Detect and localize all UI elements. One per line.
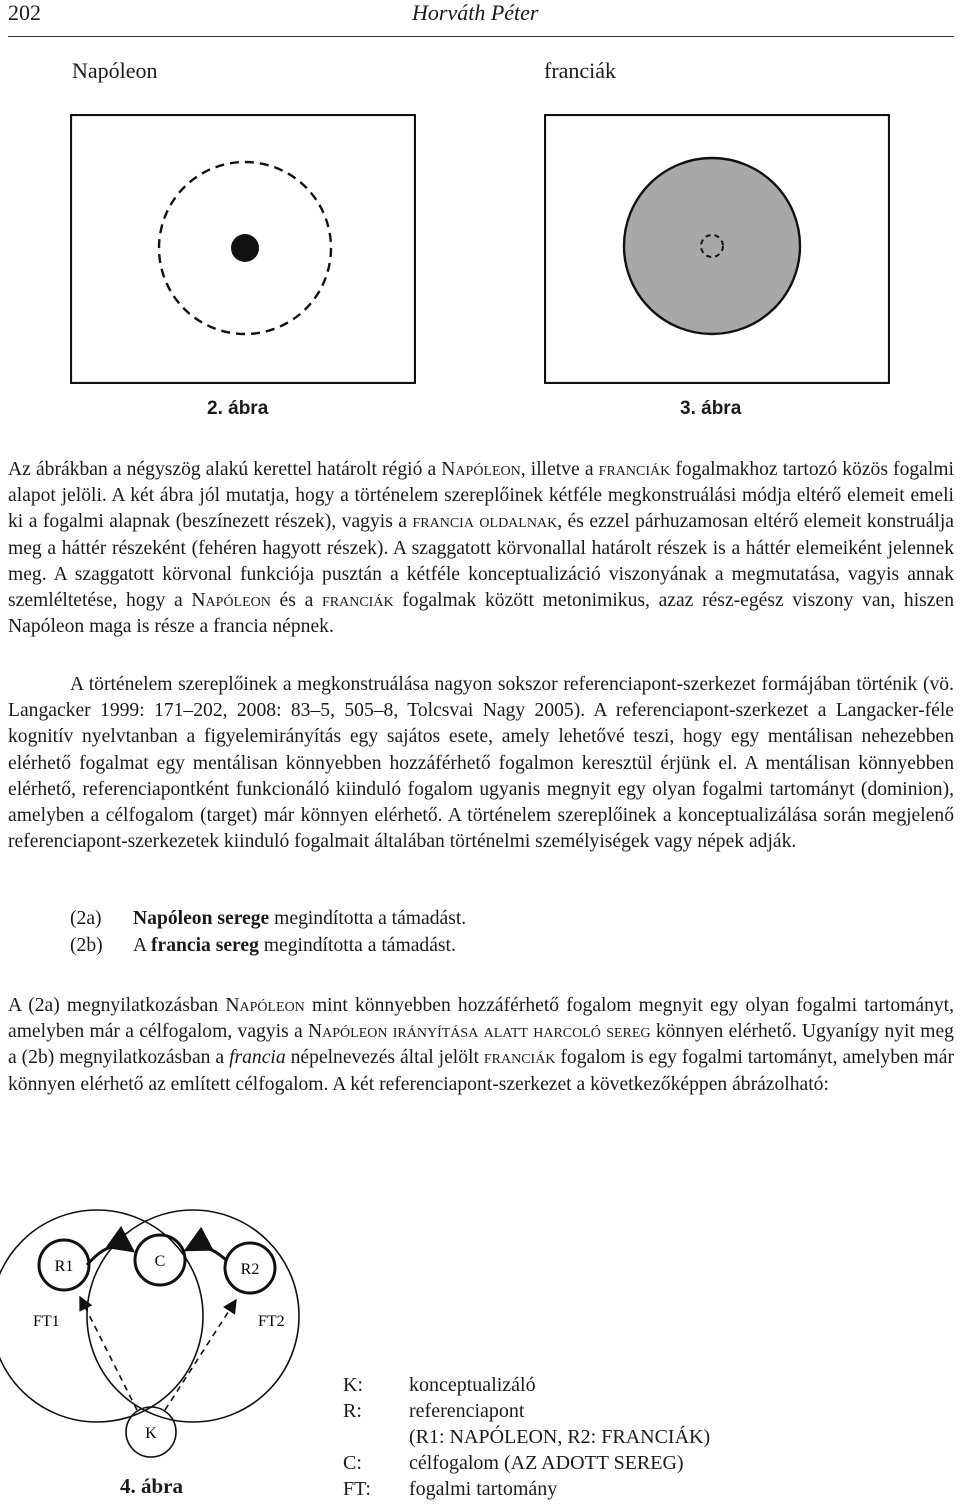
node-k-label: K — [145, 1425, 157, 1442]
text-run: fogalmakhoz tartozó közös fogalmi alapot jelöli. A két ábra jól mutatja, hogy a történelem szereplőinek kétféle megkonstruálási módja eltérő elemeit emeli ki a fogalmi alapnak (beszínezett részek), vagyis a — [8, 459, 954, 533]
text-run: mint könnyebben hozzáférhető fogalom megnyit egy olyan fogalmi tartományt, amelyben már a célfogalom, vagyis a — [8, 995, 954, 1043]
paragraph-2 — [8, 672, 954, 855]
legend-key: C: — [343, 1452, 362, 1474]
paragraph-3 — [8, 993, 954, 1098]
example-rest: megindította a támadást. — [269, 908, 467, 929]
header-rule — [8, 36, 954, 37]
dashed-arrow-k-to-r2 — [165, 1300, 236, 1410]
small-caps-term: Napóleon — [191, 590, 271, 612]
text-run: és a — [270, 590, 322, 612]
running-header-author: Horváth Péter — [412, 0, 539, 25]
example-bold: Napóleon serege — [133, 908, 270, 929]
text-run: könnyen elérhető. Ugyanígy nyit meg a (2b) megnyilatkozásban a — [8, 1021, 954, 1069]
figure-2-dot — [231, 234, 259, 262]
figure-3-diagram — [544, 114, 890, 384]
small-caps-term: franciák — [483, 1047, 556, 1069]
example-rest: megindította a támadást. — [258, 935, 456, 956]
text-run: fogalom is egy fogalmi tartományt, amelyben már könnyen elérhető az említett célfogalom. A két referenciapont-szerkezet a következőképpen ábrázolható: — [8, 1047, 955, 1095]
text-run: , illetve a — [520, 459, 599, 480]
example-bold: francia sereg — [150, 935, 259, 956]
page-number: 202 — [8, 0, 41, 25]
figure-2-diagram — [70, 114, 416, 384]
paragraph-2-text: A történelem szereplőinek a megkonstruálása nagyon sokszor referenciapont-szerkezet formájában történik (vö. Langacker 1999: 171–202, 2008: 83–5, 505–8, Tolcsvai Nagy 2005). A referenciapont-szerkezet a Langacker-féle kognitív nyelvtanban a figyelemirányítás egy sajátos esete, amely lehetővé teszi, hogy egy mentálisan nehezebben elérhető fogalmat egy mentálisan könnyebben hozzáférhető fogalmon keresztül érjünk el. A mentálisan könnyebben elérhető, referenciapontként funkcionáló kiinduló fogalom ugyanis megnyit egy olyan fogalmi tartományt (dominion), amelyben a célfogalom (target) már könnyen elérhető. A történelem szereplőinek a konceptualizálása során megjelenő referenciapont-szerkezetek kiinduló fogalmait általában történelmi személyiségek vagy népek adják. — [8, 674, 954, 853]
legend-value: referenciapont — [409, 1400, 525, 1422]
node-ft2-label: FT2 — [258, 1313, 285, 1330]
dominion-ft1-circle — [0, 1210, 203, 1422]
arrow-r1-to-c — [87, 1246, 133, 1265]
node-ft1-label: FT1 — [33, 1313, 60, 1330]
small-caps-term: Napóleon — [441, 459, 521, 480]
text-run: népelnevezés által jelölt — [285, 1047, 484, 1069]
legend-value: (R1: NAPÓLEON, R2: FRANCIÁK) — [409, 1426, 711, 1448]
dashed-arrow-k-to-r1 — [80, 1297, 137, 1410]
text-run: , és ezzel párhuzamosan eltérő elemeit konstruálja meg a háttér részeként (fehéren hagyott részek). A szaggatott körvonallal határolt részek is a háttér elemeiként jelennek meg. A szaggatott körvonal funkciója pusztán a kétféle konceptualizáció viszonyának a megmutatása, vagyis annak szemléltetése, hogy a — [8, 511, 954, 612]
node-c-label: C — [154, 1253, 166, 1270]
small-caps-term: Napóleon — [225, 995, 305, 1016]
small-caps-term: francia oldalnak — [412, 511, 558, 533]
figure-3-caption: 3. ábra — [680, 398, 742, 419]
figure-3-filled-circle — [624, 158, 800, 334]
node-r1-label: R1 — [54, 1258, 74, 1275]
small-caps-term: franciák — [322, 590, 394, 612]
legend-value: konceptualizáló — [409, 1374, 536, 1396]
italic-term: francia — [229, 1047, 286, 1069]
figure-4-caption: 4. ábra — [120, 1474, 183, 1498]
example-2b — [133, 935, 456, 957]
text-run: fogalmak között metonimikus, azaz rész-egész viszony van, hiszen Napóleon maga is része a francia népnek. — [8, 590, 954, 638]
node-r2-label: R2 — [240, 1261, 260, 1278]
figure-3-label: franciák — [544, 58, 617, 83]
figure-4-diagram — [0, 1180, 330, 1476]
example-2a — [133, 908, 466, 930]
small-caps-term: franciák — [598, 459, 671, 480]
figure-2-caption: 2. ábra — [207, 398, 269, 419]
example-2a-number: (2a) — [70, 908, 102, 929]
legend-value: fogalmi tartomány — [409, 1478, 558, 1500]
arrow-r2-to-c — [186, 1247, 227, 1261]
legend-key: K: — [343, 1374, 363, 1396]
small-caps-term: Napóleon irányítása alatt harcoló sereg — [307, 1021, 651, 1043]
legend-key: FT: — [343, 1478, 371, 1500]
example-2b-number: (2b) — [70, 935, 103, 956]
figure-2-label: Napóleon — [72, 58, 158, 83]
text-run: A (2a) megnyilatkozásban — [8, 995, 226, 1016]
example-pre: A — [133, 935, 151, 956]
legend-key: R: — [343, 1400, 362, 1422]
paragraph-1 — [8, 457, 954, 640]
legend-value: célfogalom (AZ ADOTT SEREG) — [409, 1452, 684, 1474]
text-run: Az ábrákban a négyszög alakú kerettel határolt régió a — [8, 459, 442, 480]
